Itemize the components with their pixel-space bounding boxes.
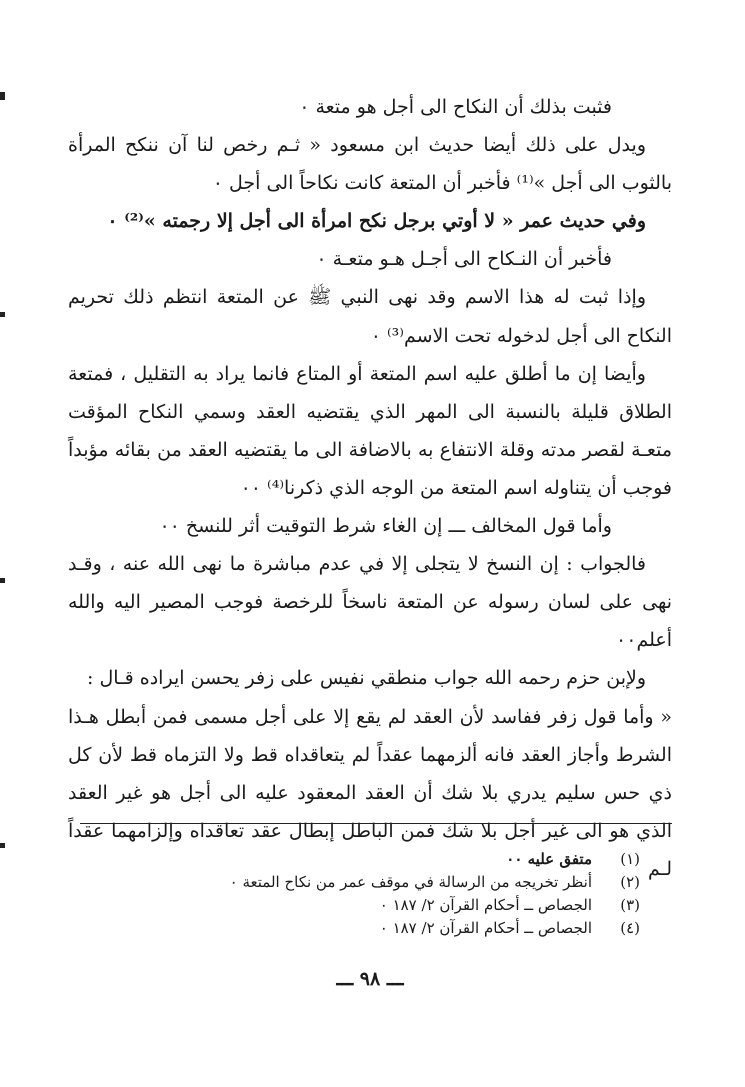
footnote-number: (٢) <box>620 873 640 891</box>
footnotes <box>80 848 640 940</box>
paragraph: وإذا ثبت له هذا الاسم وقد نهى النبي ﷺ عن المتعة انتظم ذلك تحريم النكاح الى أجل لدخوله تحت الاسم⁽³⁾ ٠ <box>68 286 672 347</box>
scan-margin-mark <box>0 843 5 848</box>
footnote-number: (١) <box>620 850 640 868</box>
footnote-item <box>80 894 640 917</box>
footnote-divider <box>80 823 672 824</box>
scan-margin-mark <box>0 578 5 583</box>
body-text <box>68 88 672 888</box>
paragraph: وأيضا إن ما أطلق عليه اسم المتعة أو المتاع فانما يراد به التقليل ، فمتعة الطلاق قليلة بالنسبة الى المهر الذي يقتضيه العقد وسمي النكاح المؤقت متعـة لقصر مدته وقلة الانتفاع به بالاضافة الى ما يقتضيه العقد من بقائه مؤبداً فوجب أن يتناوله اسم المتعة من الوجه الذي ذكرنا⁽⁴⁾ ٠٠ <box>68 362 672 499</box>
scan-margin-mark <box>0 312 5 317</box>
paragraph: وفي حديث عمر « لا أوتي برجل نكح امرأة الى أجل إلا رجمته »⁽²⁾ ٠ <box>107 210 646 233</box>
paragraph: فثبت بذلك أن النكاح الى أجل هو متعة ٠ <box>299 96 612 118</box>
paragraph-quote: « وأما قول زفر ففاسد لأن العقد لم يقع إلا على أجل مسمى فمن أبطل هـذا الشرط وأجاز العقد فانه ألزمهما عقداً لم يتعاقداه قط ولا التزماه قط لأن كل ذي حس سليم يدري بلا شك أن العقد المعقود عليه الى أجل هو غير العقد الذي هو الى غير أجل بلا شك فمن الباطل إبطال عقد تعاقداه وإلزامهما عقداً لـم <box>68 705 672 880</box>
footnote-item <box>80 848 640 871</box>
paragraph: فالجواب : إن النسخ لا يتجلى إلا في عدم مباشرة ما نهى الله عنه ، وقـد نهى على لسان رسوله عن المتعة ناسخاً للرخصة فوجب المصير اليه والله أعلم٠٠ <box>68 553 672 652</box>
paragraph: ويدل على ذلك أيضا حديث ابن مسعود « ثـم رخص لنا آن ننكح المرأة بالثوب الى أجل »⁽¹⁾ فأخبر أن المتعة كانت نكاحاً الى أجل ٠ <box>68 134 672 195</box>
paragraph: ولإبن حزم رحمه الله جواب منطقي نفيس على زفر يحسن ايراده قـال : <box>87 667 646 690</box>
footnote-text: الجصاص ــ أحكام القرآن ٢/ ١٨٧ ٠ <box>379 919 592 937</box>
scan-margin-mark <box>0 92 5 100</box>
footnote-item <box>80 871 640 894</box>
footnote-text: متفق عليه ٠٠ <box>506 850 592 868</box>
footnote-number: (٣) <box>620 896 640 914</box>
footnote-text: الجصاص ــ أحكام القرآن ٢/ ١٨٧ ٠ <box>379 896 592 914</box>
footnote-item <box>80 917 640 940</box>
page-number: ـــ ٩٨ ـــ <box>336 968 404 990</box>
paragraph: وأما قول المخالف ـــ إن الغاء شرط التوقيت أثر للنسخ ٠٠ <box>159 515 612 538</box>
footnote-text: أنظر تخريجه من الرسالة في موقف عمر من نكاح المتعة ٠ <box>229 873 592 891</box>
footnote-number: (٤) <box>620 919 640 937</box>
paragraph: فأخبر أن النـكاح الى أجـل هـو متعـة ٠ <box>316 248 612 271</box>
